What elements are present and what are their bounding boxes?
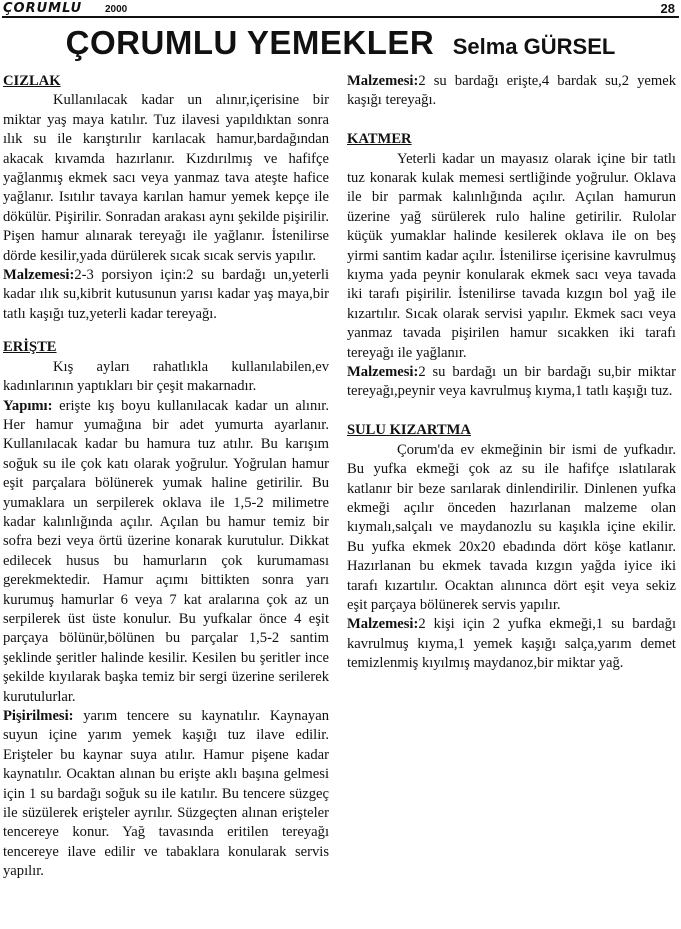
method-text: erişte kış boyu kullanılacak kadar un alınır. Her hamur yumağına bir adet yumurta ayarlanır. Kullanılacak kadar bu hamura tuz atılır. Bu karışım soğuk su ile çok katı olarak yoğrulur. Yoğrulan hamur eşit parçalara bölünerek yumak haline getirilir. Bu yumaklara un serpilerek oklava ile 1,5-2 milimetre kadar kalınlığında açılır. Açılan bu hamur temiz bir sofra bezi veya örtü üzerine konarak kurutulur. Dikkat edilecek husus bu hamurların çok kurumaması gerekmektedir. Hamur açımı bittikten sonra yarı kurumuş hamurlar 6 veya 7 kat aralarına çok az un serpilerek üst üste konulur. Bu yufkalar önce 4 eşit parçaya bölünür,bölünen bu parçalar 1,5-2 santim şeklinde şeritler halinde kesilir. Kesilen bu şeritler ince şekilde kıyılarak başka temiz bir sergi üzerine serilerek kurutulurlar. — [3, 397, 330, 705]
recipe-ingredients — [347, 72, 676, 111]
article-author: Selma GÜRSEL — [452, 34, 616, 59]
ingredients-text: 2 su bardağı un bir bardağı su,bir miktar tereyağı,peynir veya kavrulmuş kıyma,1 tatlı kaşığı tuz. — [347, 364, 676, 400]
section-gap — [3, 324, 329, 338]
magazine-brand: ÇORUMLU — [3, 1, 83, 16]
recipe-heading: KATMER — [347, 131, 412, 148]
recipe-katmer — [347, 130, 676, 402]
article-title — [0, 24, 681, 62]
recipe-sulu-kizartma — [347, 421, 676, 673]
ingredients-label: Malzemesi: — [3, 267, 75, 284]
ingredients-label: Malzemesi: — [347, 616, 419, 633]
recipe-method — [3, 397, 329, 708]
recipe-eriste — [3, 338, 329, 881]
recipe-ingredients — [347, 363, 676, 402]
recipe-body: Kullanılacak kadar un alınır,içerisine bir miktar yaş maya katılır. Tuz ilavesi yapıldıktan sonra ılık su ile karıştırılır karılacak hamur,bardağından akacak kıvamda hazırlanır. Kızdırılmış ve hafifçe yağlanmış ekmek sacı veya yanmaz tava ateşte hafice yağlanır. Isıtılır tavaya karılan hamur yemek kepçe ile dökülür. Pişirilir. Sonradan arakası aynı şekilde pişirilir. Pişen hamur alınarak tereyağı ile yağlanır. İstenilirse dörde kesilir,yada dürülerek sıcak sıcak servis yapılır. — [3, 92, 329, 264]
recipe-cooking — [3, 707, 329, 882]
header-rule — [2, 16, 679, 18]
left-column — [3, 72, 329, 882]
right-column — [347, 72, 676, 674]
recipe-ingredients — [347, 615, 676, 673]
recipe-heading: ERİŞTE — [3, 339, 57, 356]
recipe-ingredients — [3, 266, 329, 324]
cooking-text: yarım tencere su kaynatılır. Kaynayan suyun içine yarım yemek kaşığı tuz ilave edilir. Erişteler bu kaynar suya atılır. Hamur pişene kadar kaynatılır. Ocaktan alınan bu erişte aklı başına gelmesi için 1 su bardağı soğuk su ile katılır. Bu tencere süzgeç ile süzülerek erişteler ayrılır. Süzgeçten alınan erişteler tencereye konur. Yağ tavasında eritilen tereyağı tencereye ilave edilir ve tabaklara konularak servis yapılır. — [3, 708, 329, 880]
recipe-intro: Kış ayları rahatlıkla kullanılabilen,ev kadınlarının yaptıkları bir çeşit makarnadır. — [3, 358, 329, 395]
ingredients-text: 2 su bardağı erişte,4 bardak su,2 yemek kaşığı tereyağı. — [347, 73, 676, 109]
ingredients-text: 2 kişi için 2 yufka ekmeği,1 su bardağı kavrulmuş kıyma,1 yemek kaşığı salça,yarım demet temizlenmiş kıyılmış maydanoz,bir miktar yağ. — [347, 616, 676, 672]
recipe-body: Yeterli kadar un mayasız olarak içine bir tatlı tuz konarak kulak memesi sertliğinde yoğrulur. Oklava ile bir parmak kalınlığında açılır. Açılan hamurun üzerine yağ sürülerek rulo haline getirilir. Rulolar küçük yumaklar halinde kesilerek oklava ile on beş yirmi santim kadar açılır. İstenilirse içerisine kavrulmuş kıyma yada peynir konularak ekmek sacı veya tavada iki tarafı pişirilir. İstenilirse tavada kızgın bol yağ ile kızartılır. Sıcak olarak servisi yapılır. Ekmek sacı veya yanmaz tavada pişirilen hamur sıcakken iki tarafı tereyağı ile yağlanır. — [347, 150, 676, 361]
ingredients-label: Malzemesi: — [347, 364, 419, 381]
magazine-year: 2000 — [105, 4, 128, 15]
recipe-body: Çorum'da ev ekmeğinin bir ismi de yufkadır. Bu yufka ekmeği çok az su ile hafifçe ıslatılarak katlanır bir beze sarılarak dinlendirilir. Dinlenen yufka ekmeği açılır önceden hazırlanan malzeme olan kıymalı,salçalı ve maydanozlu su kaşıkla içine ekilir. Bu yufka ekmek 20x20 ebadında dört köşe katlanır. Hazırlanan bu ekmek tavada kızgın yağda iyice iki tarafı kızartılır. Ocaktan alınınca dört eşit veya sekiz eşit parçaya bölünerek servis yapılır. — [347, 441, 676, 613]
recipe-heading: SULU KIZARTMA — [347, 422, 471, 439]
cooking-label: Pişirilmesi: — [3, 708, 74, 724]
section-gap — [347, 111, 676, 130]
section-gap — [347, 402, 676, 421]
method-label: Yapımı: — [3, 397, 53, 414]
page-number: 28 — [660, 1, 675, 16]
article-title-main: ÇORUMLU YEMEKLER — [65, 24, 435, 61]
recipe-heading: CIZLAK — [3, 73, 61, 89]
ingredients-label: Malzemesi: — [347, 73, 419, 89]
ingredients-text: 2-3 porsiyon için:2 su bardağı un,yeterli kadar ılık su,kibrit kutusunun yarısı kadar yaş maya,bir tatlı kaşığı tuz,yeterli kadar tereyağı. — [3, 267, 329, 322]
recipe-cizlak — [3, 72, 329, 324]
page-header — [0, 0, 681, 18]
